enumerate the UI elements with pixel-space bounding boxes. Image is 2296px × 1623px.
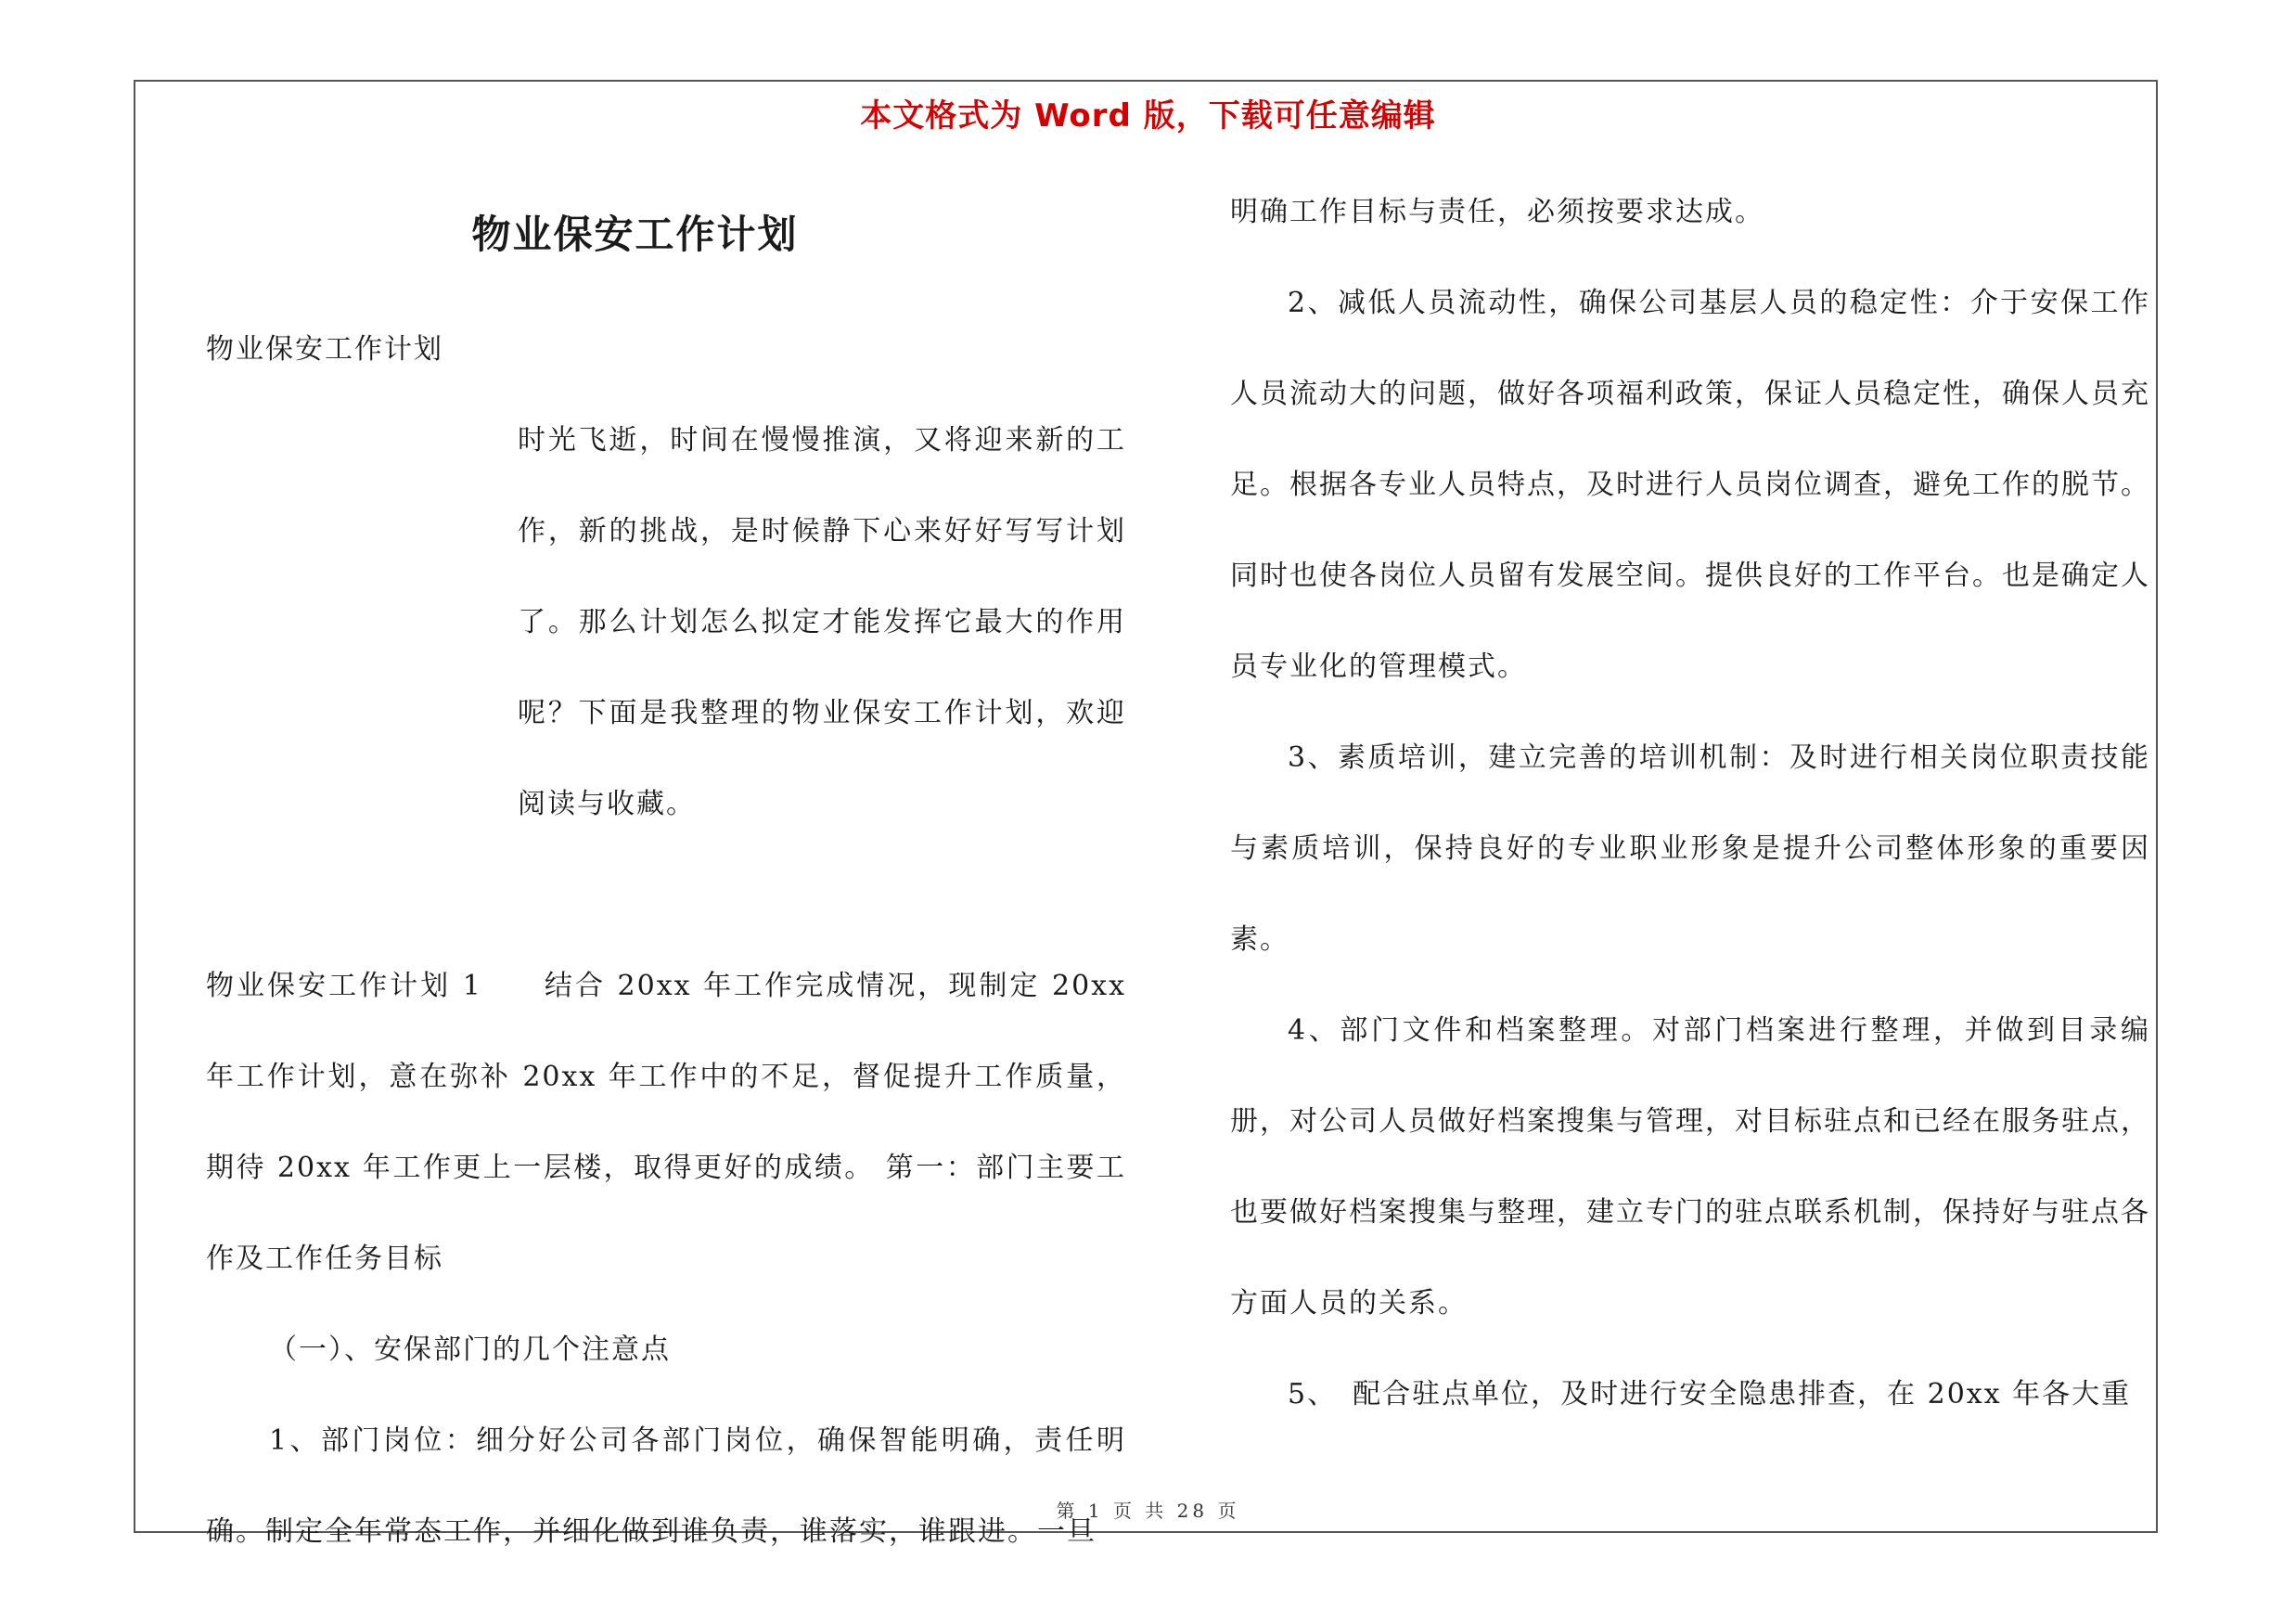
right-column	[1230, 167, 2150, 1440]
intro-paragraph: 时光飞逝，时间在慢慢推演，又将迎来新的工作，新的挑战，是时候静下心来好好写写计划了。那么计划怎么拟定才能发挥它最大的作用呢？下面是我整理的物业保安工作计划，欢迎阅读与收藏。	[518, 424, 1126, 820]
section1-heading: （一）、安保部门的几个注意点	[269, 1333, 671, 1366]
item4-paragraph: 4、部门文件和档案整理。对部门档案进行整理，并做到目录编册，对公司人员做好档案搜集与管理，对目标驻点和已经在服务驻点，也要做好档案搜集与整理，建立专门的驻点联系机制，保持好与驻点各方面人员的关系。	[1230, 1014, 2150, 1320]
page-footer: 第 1 页 共 28 页	[1056, 1500, 1240, 1522]
left-column	[206, 304, 1126, 1578]
subtitle-paragraph: 物业保安工作计划	[206, 333, 443, 366]
paragraph-gap	[206, 850, 1126, 941]
plan1-paragraph: 物业保安工作计划 1 结合 20xx 年工作完成情况，现制定 20xx 年工作计划，意在弥补 20xx 年工作中的不足，督促提升工作质量，期待 20xx 年工作更上一层楼，取得更好的成绩。 第一：部门主要工作及工作任务目标	[206, 970, 1126, 1275]
continued-paragraph: 明确工作目标与责任，必须按要求达成。	[1230, 196, 1764, 228]
item1-paragraph: 1、部门岗位：细分好公司各部门岗位，确保智能明确，责任明确。制定全年常态工作，并细化做到谁负责，谁落实，谁跟进。一旦	[206, 1424, 1126, 1548]
item2-paragraph: 2、减低人员流动性，确保公司基层人员的稳定性：介于安保工作人员流动大的问题，做好各项福利政策，保证人员稳定性，确保人员充足。根据各专业人员特点，及时进行人员岗位调查，避免工作的脱节。同时也使各岗位人员留有发展空间。提供良好的工作平台。也是确定人员专业化的管理模式。	[1230, 287, 2150, 683]
document-title: 物业保安工作计划	[471, 212, 799, 257]
item5-paragraph: 5、 配合驻点单位，及时进行安全隐患排查，在 20xx 年各大重	[1288, 1378, 2132, 1410]
format-banner: 本文格式为 Word 版，下载可任意编辑	[860, 97, 1436, 135]
item3-paragraph: 3、素质培训，建立完善的培训机制：及时进行相关岗位职责技能与素质培训，保持良好的专业职业形象是提升公司整体形象的重要因素。	[1230, 741, 2150, 956]
